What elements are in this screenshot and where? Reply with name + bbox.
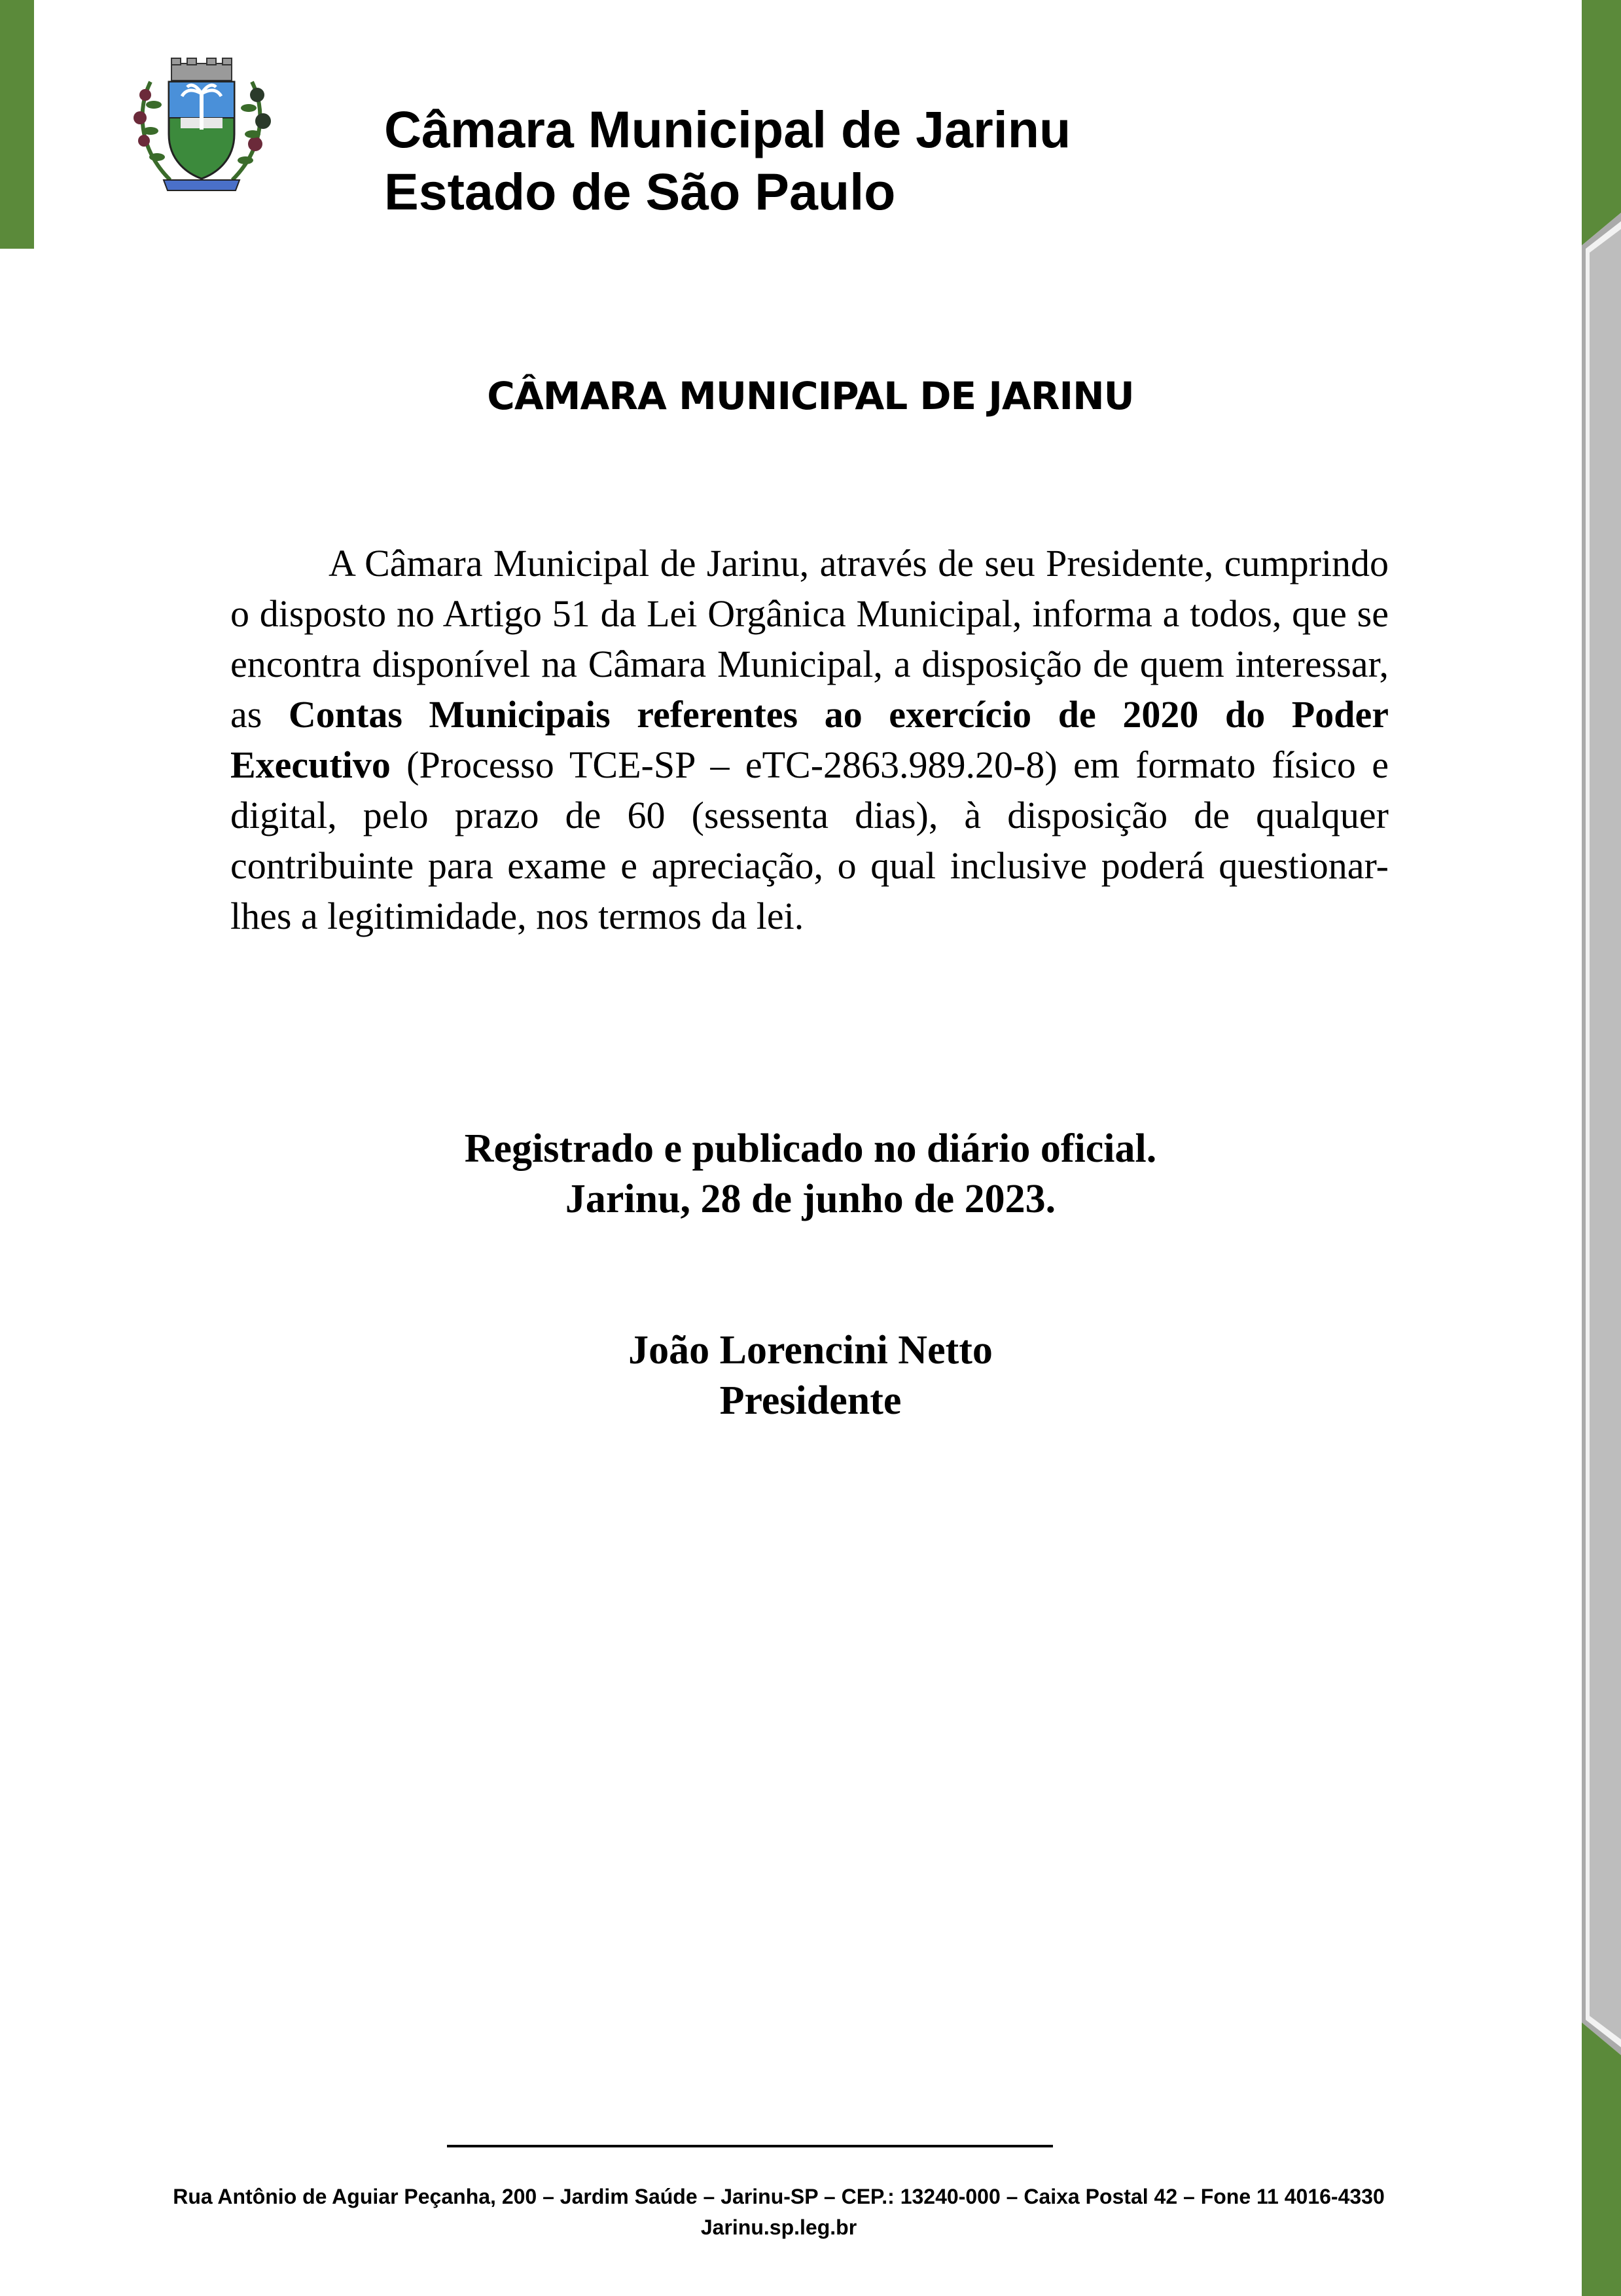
paragraph-text-1: A Câmara Municipal de Jarinu, através de seu Presidente, cumprindo o disposto no Artigo 51 da Lei Orgânica Municipal, informa a todos, que se encontra disponível na Câmara Municipal, a disposição de quem interessar, as bbox=[230, 542, 1389, 736]
notice-paragraph bbox=[230, 538, 1389, 941]
header-line-2: Estado de São Paulo bbox=[384, 162, 896, 221]
publication-line-1: Registrado e publicado no diário oficial. bbox=[464, 1126, 1157, 1171]
footer-address: Rua Antônio de Aguiar Peçanha, 200 – Jardim Saúde – Jarinu-SP – CEP.: 13240-000 – Caixa Postal 42 – Fone 11 4016-4330 bbox=[173, 2185, 1385, 2208]
paragraph-text-2: (Processo TCE-SP – eTC-2863.989.20-8) em formato físico e digital, pelo prazo de 60 (sessenta dias), à disposição de qualquer contribuinte para exame e apreciação, o qual inclusive poderá questionar-lhes a legitimidade, nos termos da lei. bbox=[230, 744, 1389, 937]
municipal-crest-icon bbox=[124, 56, 278, 196]
institution-header bbox=[384, 98, 1071, 223]
document-heading: CÂMARA MUNICIPAL DE JARINU bbox=[487, 374, 1134, 418]
paragraph-bold-text: Contas Municipais referentes ao exercício de 2020 do Poder Executivo bbox=[230, 693, 1389, 786]
signature-block bbox=[0, 1325, 1621, 1426]
left-green-bar bbox=[0, 0, 34, 249]
header-line-1: Câmara Municipal de Jarinu bbox=[384, 100, 1071, 158]
footer-divider bbox=[447, 2145, 1053, 2147]
footer bbox=[0, 2181, 1558, 2243]
publication-block bbox=[0, 1124, 1621, 1225]
publication-date: Jarinu, 28 de junho de 2023. bbox=[565, 1177, 1056, 1221]
footer-website: Jarinu.sp.leg.br bbox=[700, 2215, 857, 2239]
signatory-name: João Lorencini Netto bbox=[628, 1328, 993, 1372]
signatory-role: Presidente bbox=[719, 1378, 902, 1423]
